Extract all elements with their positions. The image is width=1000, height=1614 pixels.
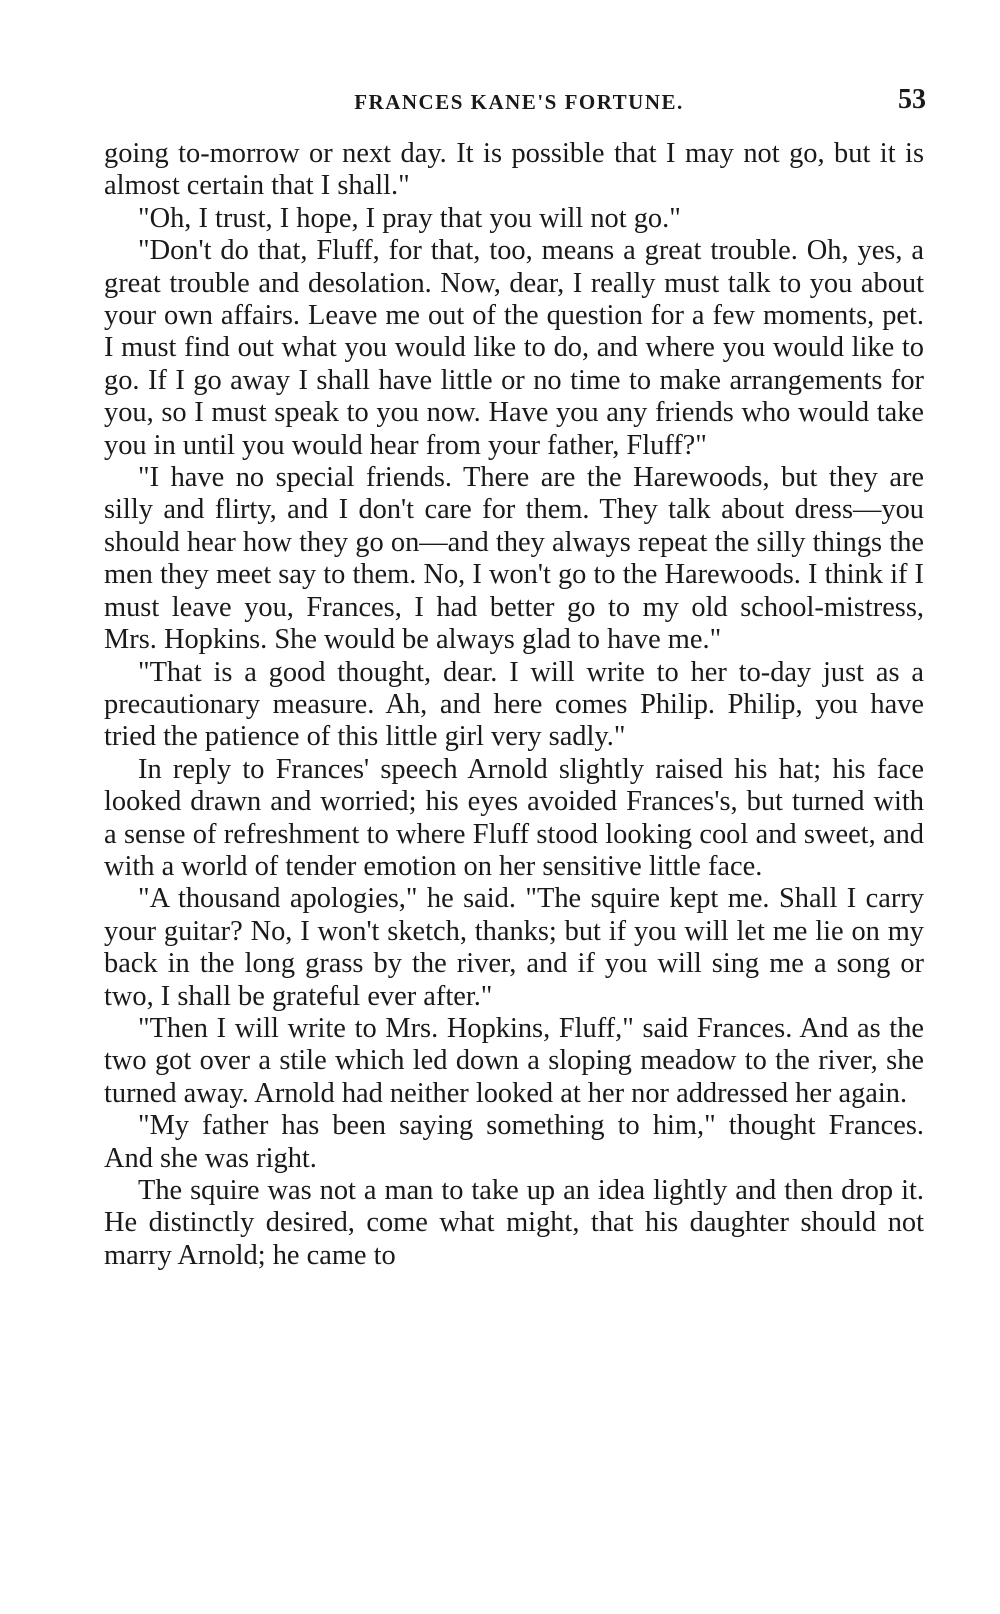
paragraph: "My father has been saying something to him," thought Frances. And she was right. xyxy=(104,1110,924,1174)
paragraph: "That is a good thought, dear. I will write to her to-day just as a precautionary measure. Ah, and here comes Philip. Philip, you have tried the patience of this little girl very sadly." xyxy=(104,656,924,753)
running-title: FRANCES KANE'S FORTUNE. xyxy=(354,90,684,114)
page-number: 53 xyxy=(898,84,926,115)
paragraph: "A thousand apologies," he said. "The squire kept me. Shall I carry your guitar? No, I won't sketch, thanks; but if you will let me lie on my back in the long grass by the river, and if you will sing me a song or two, I shall be grateful ever after." xyxy=(104,883,924,1012)
paragraph: "Don't do that, Fluff, for that, too, means a great trouble. Oh, yes, a great trouble and desolation. Now, dear, I really must talk to you about your own affairs. Leave me out of the question for a few moments, pet. I must find out what you would like to do, and where you would like to go. If I go away I shall have little or no time to make arrangements for you, so I must speak to you now. Have you any friends who would take you in until you would hear from your father, Fluff?" xyxy=(104,235,924,461)
paragraph: "I have no special friends. There are the Harewoods, but they are silly and flirty, and I don't care for them. They talk about dress—you should hear how they go on—and they always repeat the silly things the men they meet say to them. No, I won't go to the Harewoods. I think if I must leave you, Frances, I had better go to my old school-mistress, Mrs. Hopkins. She would be always glad to have me." xyxy=(104,462,924,656)
paragraph: In reply to Frances' speech Arnold slightly raised his hat; his face looked drawn and worried; his eyes avoided Frances's, but turned with a sense of refreshment to where Fluff stood looking cool and sweet, and with a world of tender emotion on her sensitive little face. xyxy=(104,753,924,882)
body-text xyxy=(104,138,924,1272)
running-head xyxy=(104,84,924,124)
paragraph: The squire was not a man to take up an idea lightly and then drop it. He distinctly desired, come what might, that his daughter should not marry Arnold; he came to xyxy=(104,1175,924,1271)
paragraph: "Oh, I trust, I hope, I pray that you will not go." xyxy=(138,202,681,234)
paragraph: "Then I will write to Mrs. Hopkins, Fluff," said Frances. And as the two got over a stile which led down a sloping meadow to the river, she turned away. Arnold had neither looked at her nor addressed her again. xyxy=(104,1012,924,1109)
paragraph: going to-morrow or next day. It is possible that I may not go, but it is almost certain that I shall." xyxy=(104,138,924,202)
book-page xyxy=(104,84,924,1272)
